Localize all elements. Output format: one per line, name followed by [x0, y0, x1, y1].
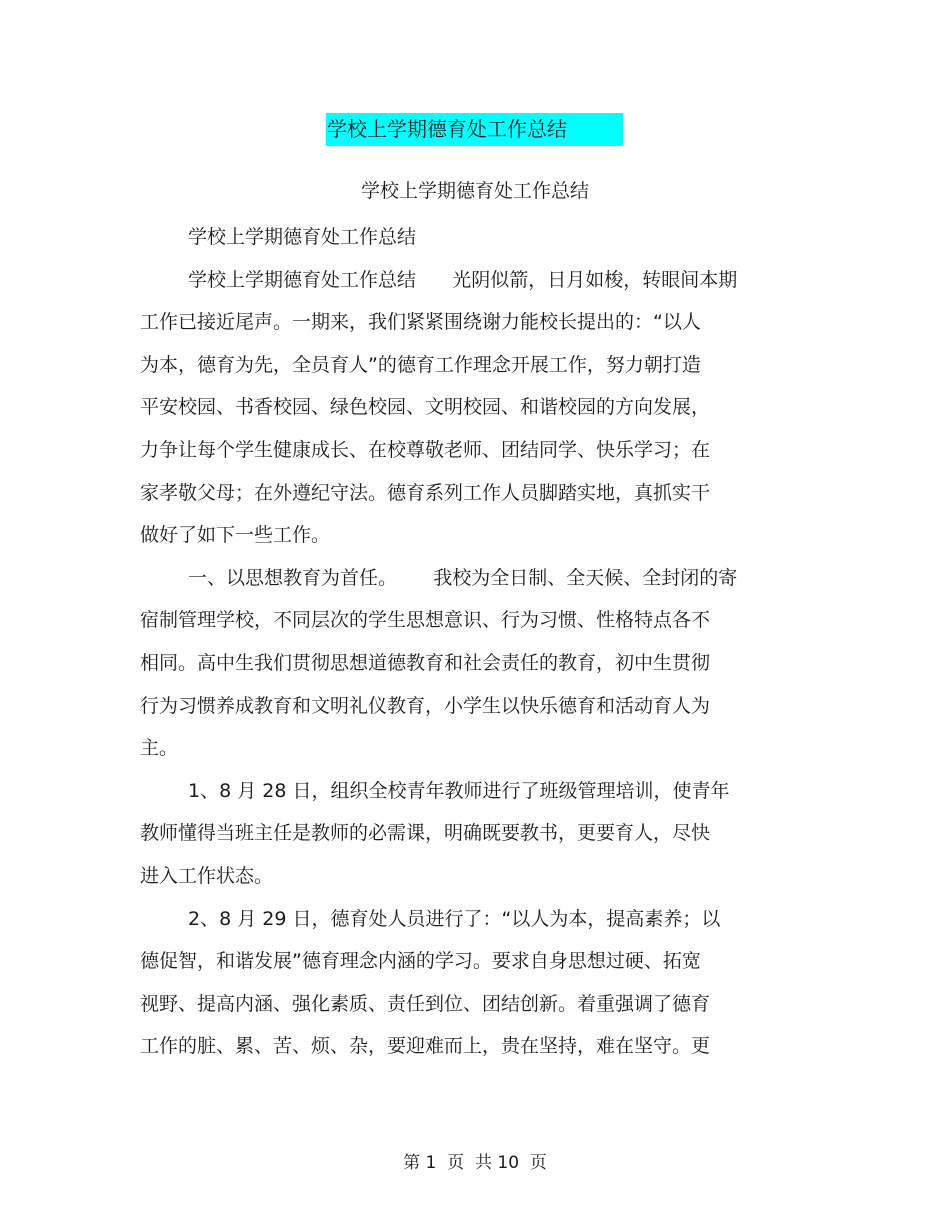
body-line: 工作的脏、累、苦、烦、杂，要迎难而上，贵在坚持，难在坚守。更	[140, 1035, 711, 1058]
body-line: 力争让每个学生健康成长、在校尊敬老师、团结同学、快乐学习；在	[140, 438, 711, 461]
document-subtitle: 学校上学期德育处工作总结	[360, 180, 589, 202]
body-line: 视野、提高内涵、强化素质、责任到位、团结创新。着重强调了德育	[140, 992, 711, 1015]
body-line: 为本，德育为先，全员育人”的德育工作理念开展工作，努力朝打造	[140, 353, 701, 376]
body-line: 一、以思想教育为首任。 我校为全日制、全天候、全封闭的寄	[188, 566, 738, 589]
document-body	[140, 216, 780, 1068]
body-line: 工作已接近尾声。一期来，我们紧紧围绕谢力能校长提出的：“以人	[140, 311, 701, 334]
body-line: 平安校园、书香校园、绿色校园、文明校园、和谐校园的方向发展，	[140, 396, 711, 419]
body-line: 德促智，和谐发展”德育理念内涵的学习。要求自身思想过硬、拓宽	[140, 950, 701, 973]
body-line: 宿制管理学校，不同层次的学生思想意识、行为习惯、性格特点各不	[140, 609, 711, 632]
body-line: 进入工作状态。	[140, 864, 274, 887]
body-line: 学校上学期德育处工作总结	[188, 226, 417, 248]
body-line: 2、8 月 29 日，德育处人员进行了：“以人为本，提高素养；以	[188, 907, 721, 930]
document-title-text: 学校上学期德育处工作总结	[327, 117, 567, 141]
body-line: 行为习惯养成教育和文明礼仪教育，小学生以快乐德育和活动育人为	[140, 694, 711, 717]
body-line: 做好了如下一些工作。	[140, 524, 331, 547]
body-line: 主。	[140, 737, 179, 760]
body-line: 家孝敬父母；在外遵纪守法。德育系列工作人员脚踏实地，真抓实干	[140, 481, 711, 504]
body-line: 相同。高中生我们贯彻思想道德教育和社会责任的教育，初中生贯彻	[140, 651, 711, 674]
document-title	[326, 113, 623, 146]
page-footer: 第 1 页 共 10 页	[403, 1153, 547, 1173]
body-line: 教师懂得当班主任是教师的必需课，明确既要教书，更要育人，尽快	[140, 822, 711, 845]
body-line: 1、8 月 28 日，组织全校青年教师进行了班级管理培训，使青年	[188, 779, 730, 802]
body-line: 学校上学期德育处工作总结 光阴似箭，日月如梭，转眼间本期	[188, 268, 738, 291]
